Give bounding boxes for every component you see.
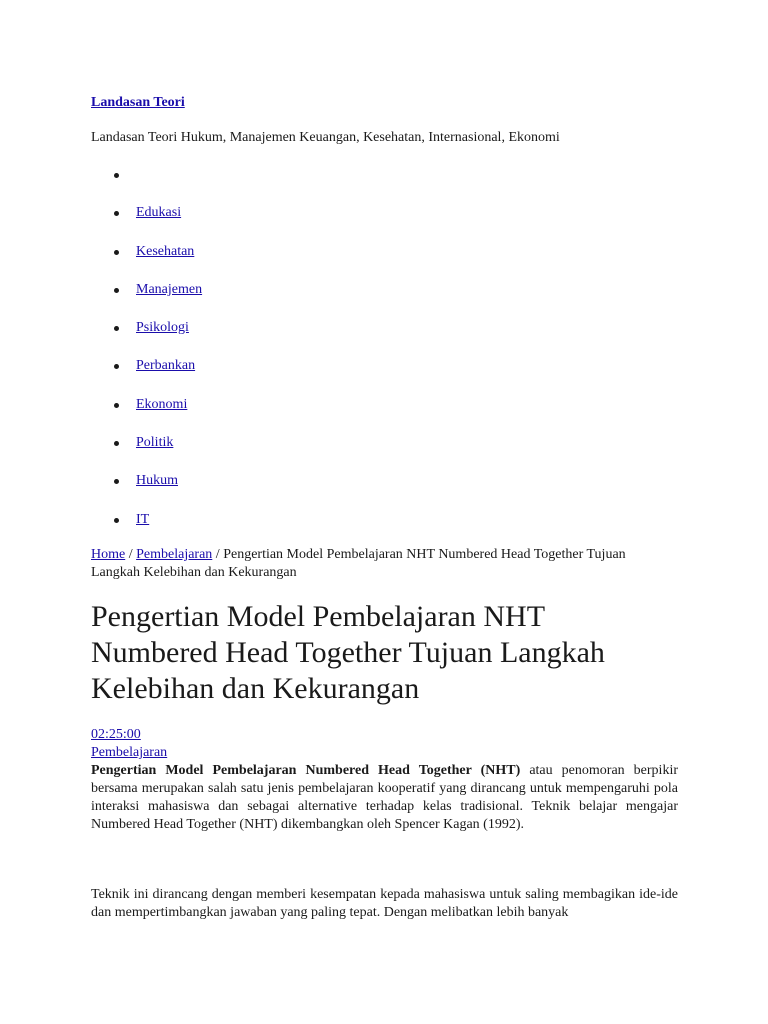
bullet-icon xyxy=(114,288,119,293)
breadcrumb-separator: / xyxy=(125,547,137,562)
breadcrumb xyxy=(91,546,678,582)
post-paragraph-1-bold: Pengertian Model Pembelajaran Numbered Head Together (NHT) xyxy=(91,763,521,778)
post-paragraph-1-text: atau penomoran berpikir bersama merupakan salah satu jenis pembelajaran kooperatif yang dirancang untuk mempengaruhi pola interaksi mahasiswa dan sebagai alternative terhadap kelas tradisional. Teknik belajar mengajar Numbered Head Together (NHT) dikembangkan oleh Spencer Kagan (1992). xyxy=(91,763,678,832)
menu-link-edukasi[interactable]: Edukasi xyxy=(136,205,182,221)
post-paragraph-2: Teknik ini dirancang dengan memberi kesempatan kepada mahasiswa untuk saling membagikan ide-ide dan mempertimbangkan jawaban yang paling tepat. Dengan melibatkan lebih banyak xyxy=(91,887,678,920)
menu-link-ekonomi[interactable]: Ekonomi xyxy=(136,396,188,412)
menu-link-psikologi[interactable]: Psikologi xyxy=(136,320,189,336)
post-meta xyxy=(91,726,167,762)
breadcrumb-home-link[interactable]: Home xyxy=(91,547,126,562)
menu-item-empty xyxy=(91,166,202,204)
menu-item-edukasi[interactable] xyxy=(91,204,202,242)
main-menu xyxy=(91,166,202,549)
menu-item-psikologi[interactable] xyxy=(91,319,202,357)
bullet-icon xyxy=(114,173,119,178)
menu-item-perbankan[interactable] xyxy=(91,357,202,395)
bullet-icon xyxy=(114,403,119,408)
post-label-link[interactable]: Pembelajaran xyxy=(91,745,168,760)
bullet-icon xyxy=(114,518,119,523)
menu-item-politik[interactable] xyxy=(91,434,202,472)
post-time-link[interactable]: 02:25:00 xyxy=(91,727,141,742)
breadcrumb-current: Pengertian Model Pembelajaran NHT Numbered Head Together Tujuan Langkah Kelebihan dan Kekurangan xyxy=(91,547,626,580)
menu-link-perbankan[interactable]: Perbankan xyxy=(136,358,196,374)
menu-link-kesehatan[interactable]: Kesehatan xyxy=(136,243,195,259)
menu-item-it[interactable] xyxy=(91,511,202,549)
post-title: Pengertian Model Pembelajaran NHT Numbered Head Together Tujuan Langkah Kelebihan dan Kekurangan xyxy=(91,600,605,705)
bullet-icon xyxy=(114,479,119,484)
menu-item-kesehatan[interactable] xyxy=(91,243,202,281)
site-description: Landasan Teori Hukum, Manajemen Keuangan, Kesehatan, Internasional, Ekonomi xyxy=(91,130,560,145)
bullet-icon xyxy=(114,441,119,446)
menu-link-politik[interactable]: Politik xyxy=(136,435,174,451)
breadcrumb-category-link[interactable]: Pembelajaran xyxy=(136,547,213,562)
bullet-icon xyxy=(114,211,119,216)
bullet-icon xyxy=(114,250,119,255)
bullet-icon xyxy=(114,364,119,369)
breadcrumb-separator: / xyxy=(212,547,224,562)
menu-link-manajemen[interactable]: Manajemen xyxy=(136,281,203,297)
post-paragraph-1 xyxy=(91,762,678,834)
menu-link-it[interactable]: IT xyxy=(136,511,150,527)
menu-item-manajemen[interactable] xyxy=(91,281,202,319)
menu-link-hukum[interactable]: Hukum xyxy=(136,473,178,489)
site-title-link[interactable]: Landasan Teori xyxy=(91,95,185,110)
bullet-icon xyxy=(114,326,119,331)
menu-item-ekonomi[interactable] xyxy=(91,396,202,434)
menu-item-hukum[interactable] xyxy=(91,472,202,510)
